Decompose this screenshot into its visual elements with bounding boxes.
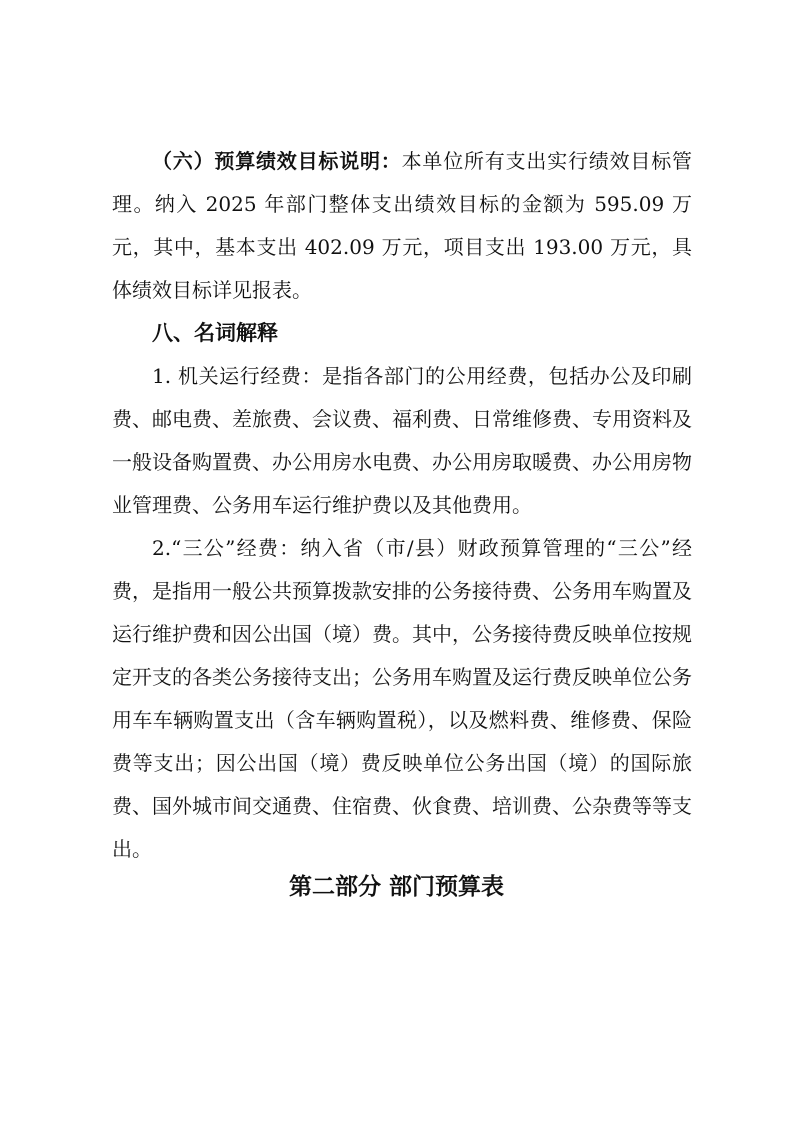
performance-goal-text: 本单位所有支出实行绩效目标管理。纳入 2025 年部门整体支出绩效目标的金额为 595.09 万元，其中，基本支出 402.09 万元，项目支出 193.00 万元，具体绩效目标详见报表。 (112, 149, 693, 302)
performance-goal-label: （六）预算绩效目标说明： (152, 149, 402, 173)
glossary-heading: 八、名词解释 (152, 321, 278, 345)
performance-goal-paragraph (112, 140, 692, 312)
glossary-item-three-public-expenses: 2.“三公”经费：纳入省（市/县）财政预算管理的“三公”经费，是指用一般公共预算拨款安排的公务接待费、公务用车购置及运行维护费和因公出国（境）费。其中，公务接待费反映单位按规定开支的各类公务接待支出；公务用车购置及运行费反映单位公务用车车辆购置支出（含车辆购置税），以及燃料费、维修费、保险费等支出；因公出国（境）费反映单位公务出国（境）的国际旅费、国外城市间交通费、住宿费、伙食费、培训费、公杂费等等支出。 (112, 536, 692, 861)
glossary-item-operating-expenses: 1. 机关运行经费：是指各部门的公用经费，包括办公及印刷费、邮电费、差旅费、会议费、福利费、日常维修费、专用资料及一般设备购置费、办公用房水电费、办公用房取暖费、办公用房物业管理费、公务用车运行维护费以及其他费用。 (112, 364, 692, 517)
part-two-title: 第二部分 部门预算表 (288, 874, 504, 900)
